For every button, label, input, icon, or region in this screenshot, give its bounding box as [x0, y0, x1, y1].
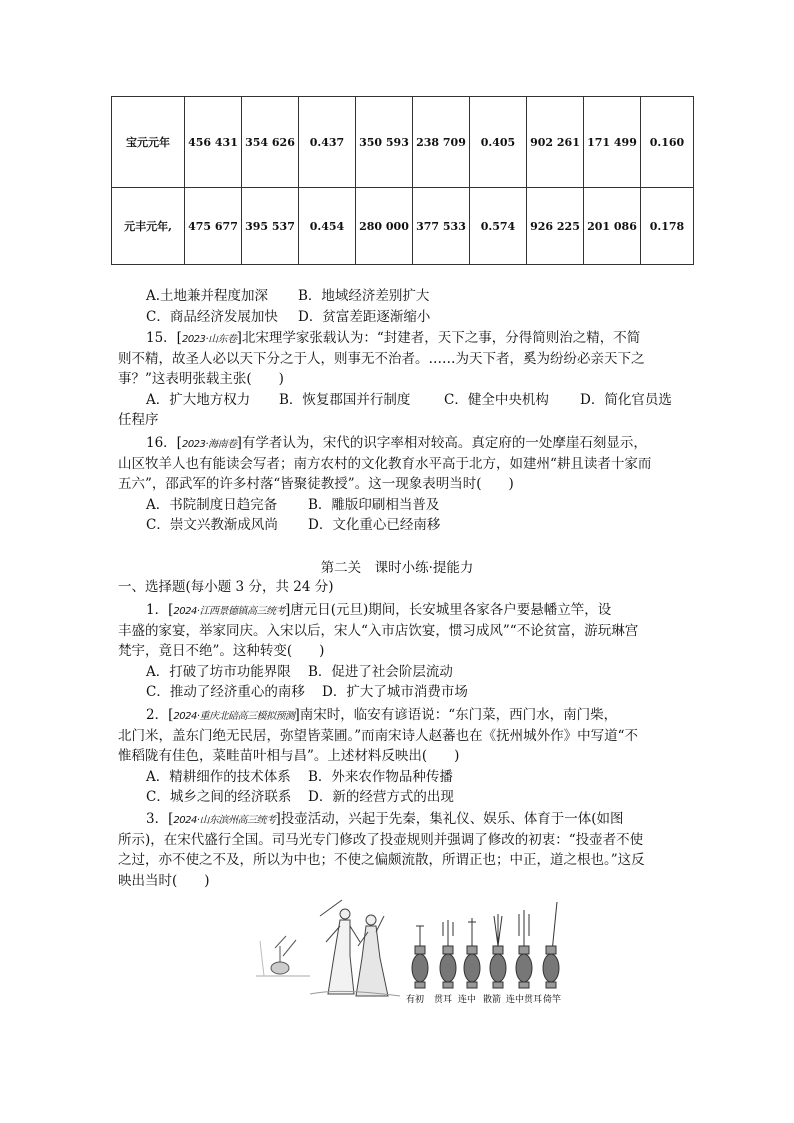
ground-pot-icon	[256, 936, 310, 976]
question-stem-line: 五六”，邵武军的许多村落“皆聚徒教授”。这一现象表明当时( )	[118, 476, 514, 492]
section-subtitle: 一、选择题(每小题 3 分，共 24 分)	[118, 579, 334, 595]
question-stem-line: 山区牧羊人也有能读会写者；南方农村的文化教育水平高于北方，如建州“耕且读者十家而	[118, 455, 652, 472]
pot-icons	[412, 902, 559, 988]
table-cell: 0.437	[299, 97, 356, 188]
option-row	[118, 767, 688, 788]
question-source: 2024·江西景德镇高三统考	[173, 606, 285, 617]
question-text: ]南宋时，临安有谚语说：“东门菜，西门水，南门柴，	[294, 707, 618, 723]
question-source: 2023·海南卷	[181, 439, 237, 450]
row-label: 元丰元年,	[112, 188, 185, 265]
table-cell: 201 086	[584, 188, 641, 265]
table-cell: 926 225	[527, 188, 584, 265]
question-stem-line: 北门米，盖东门绝无民居，弥望皆菜圃。”而南宋诗人赵蕃也在《抚州城外作》中写道“不	[118, 727, 639, 744]
caption-san-jian: 散箭	[483, 995, 502, 1005]
question-14-options	[118, 286, 688, 327]
caption-you-chu: 有初	[406, 995, 425, 1005]
question-text: ]有学者认为，宋代的识字率相对较高。真定府的一处摩崖石刻显示，	[236, 435, 647, 451]
figures-playing-icon	[310, 900, 400, 996]
table-cell: 0.178	[641, 188, 694, 265]
question-stem-line	[118, 328, 688, 349]
section-title: 第二关 课时小练·提能力	[320, 560, 474, 576]
option-row	[118, 307, 688, 328]
question-stem-line: 惟稻陇有佳色，菜畦苗叶相与昌”。上述材料反映出( )	[118, 748, 460, 764]
question-number: 15．[	[146, 330, 182, 346]
option-row	[118, 286, 688, 307]
question-stem-line: 事？”这表明张载主张( )	[118, 371, 284, 387]
question-source: 2024·山东滨州高三统考	[173, 815, 276, 826]
question-source: 2024·重庆北碚高三模拟预测	[173, 711, 295, 722]
touhu-figure-svg	[250, 896, 580, 1006]
question-text: ]唐元日(元旦)期间，长安城里各家各户要悬幡立竿，设	[285, 602, 612, 618]
option-b[interactable]: B．雕版印刷相当普及	[308, 496, 440, 513]
table-cell: 280 000	[356, 188, 413, 265]
statistics-table	[111, 96, 694, 265]
option-d[interactable]: D．简化官员选	[580, 391, 672, 408]
question-stem-line	[118, 433, 688, 454]
table-cell: 0.454	[299, 188, 356, 265]
table-cell: 902 261	[527, 97, 584, 188]
table-cell: 0.405	[470, 97, 527, 188]
option-b[interactable]: B．地域经济差别扩大	[298, 288, 430, 304]
option-c[interactable]: C．崇文兴教渐成风尚	[146, 517, 278, 533]
question-stem-line: 映出当时( )	[118, 872, 210, 889]
section-subtitle-block	[118, 577, 688, 598]
option-c[interactable]: C．商品经济发展加快	[146, 308, 278, 325]
option-a[interactable]: A．书院制度日趋完备	[146, 496, 278, 513]
option-d-continuation: 任程序	[118, 412, 159, 428]
option-row	[118, 390, 688, 411]
option-d[interactable]: D．文化重心已经南移	[308, 517, 441, 533]
table-cell: 456 431	[185, 97, 242, 188]
table-row	[112, 97, 694, 188]
question-2	[118, 705, 688, 808]
table-cell: 238 709	[413, 97, 470, 188]
table-cell: 0.574	[470, 188, 527, 265]
caption-lian-zhong: 连中	[458, 995, 477, 1005]
question-stem-line: 所示)，在宋代盛行全国。司马光专门修改了投壶规则并强调了修改的初衷：“投壶者不使	[118, 831, 644, 848]
option-row	[118, 495, 688, 516]
table-cell: 350 593	[356, 97, 413, 188]
row-label: 宝元元年	[112, 97, 185, 188]
option-d[interactable]: D．扩大了城市消费市场	[322, 684, 468, 700]
question-15	[118, 328, 688, 431]
question-text: ]投壶活动，兴起于先秦，集礼仪、娱乐、体育于一体(如图	[275, 811, 624, 827]
caption-yi-gan: 倚竿	[543, 995, 562, 1005]
table-cell: 0.160	[641, 97, 694, 188]
option-c[interactable]: C．推动了经济重心的南移	[146, 684, 305, 700]
option-b[interactable]: B．促进了社会阶层流动	[308, 663, 453, 680]
question-number: 16．[	[146, 435, 182, 451]
question-text: ]北宋理学家张载认为：“封建者，天下之事，分得简则治之精，不简	[236, 330, 641, 346]
table-cell: 354 626	[242, 97, 299, 188]
caption-guan-er: 贯耳	[434, 995, 453, 1005]
option-c[interactable]: C．健全中央机构	[444, 391, 549, 408]
option-b[interactable]: B．恢复郡国并行制度	[279, 391, 411, 408]
question-stem-line: 丰盛的家宴，举家同庆。入宋以后，宋人“入市店饮宴，惯习成风”“不论贫富，游玩琳宫	[118, 622, 639, 639]
option-d[interactable]: D．新的经营方式的出现	[308, 789, 454, 805]
option-a[interactable]: A．精耕细作的技术体系	[146, 768, 291, 785]
table-row	[112, 188, 694, 265]
table-cell: 475 677	[185, 188, 242, 265]
question-stem-line	[118, 600, 688, 621]
question-stem-line: 梵宇，竟日不绝”。这种转变( )	[118, 643, 325, 659]
question-number: 2．[	[146, 707, 174, 723]
question-number: 3．[	[146, 811, 174, 827]
option-row	[118, 682, 688, 703]
option-row	[118, 515, 688, 536]
question-stem-line: 之过，亦不使之不及，所以为中也；不使之偏颇流散，所谓正也；中正，道之根也。”这反	[118, 852, 645, 868]
table-cell: 395 537	[242, 188, 299, 265]
question-3	[118, 809, 688, 891]
option-a[interactable]: A．扩大地方权力	[146, 391, 251, 408]
table-cell: 171 499	[584, 97, 641, 188]
option-b[interactable]: B．外来农作物品种传播	[308, 768, 453, 785]
option-c[interactable]: C．城乡之间的经济联系	[146, 789, 292, 805]
question-source: 2023·山东卷	[181, 334, 237, 345]
option-a[interactable]: A.土地兼并程度加深	[146, 288, 269, 304]
caption-lian-zhong-guan-er: 连中贯耳	[506, 995, 543, 1005]
table-cell: 377 533	[413, 188, 470, 265]
option-row	[118, 787, 688, 808]
question-stem-line: 则不精，故圣人必以天下分之于人，则事无不治者。……为天下者，奚为纷纷必亲天下之	[118, 350, 645, 367]
question-1	[118, 600, 688, 703]
question-16	[118, 433, 688, 536]
option-a[interactable]: A．打破了坊市功能界限	[146, 663, 291, 680]
option-row	[118, 662, 688, 683]
question-stem-line	[118, 705, 688, 726]
touhu-illustration	[250, 896, 580, 1006]
question-number: 1．[	[146, 602, 174, 618]
option-d[interactable]: D．贫富差距逐渐缩小	[298, 308, 431, 325]
question-stem-line	[118, 809, 688, 830]
